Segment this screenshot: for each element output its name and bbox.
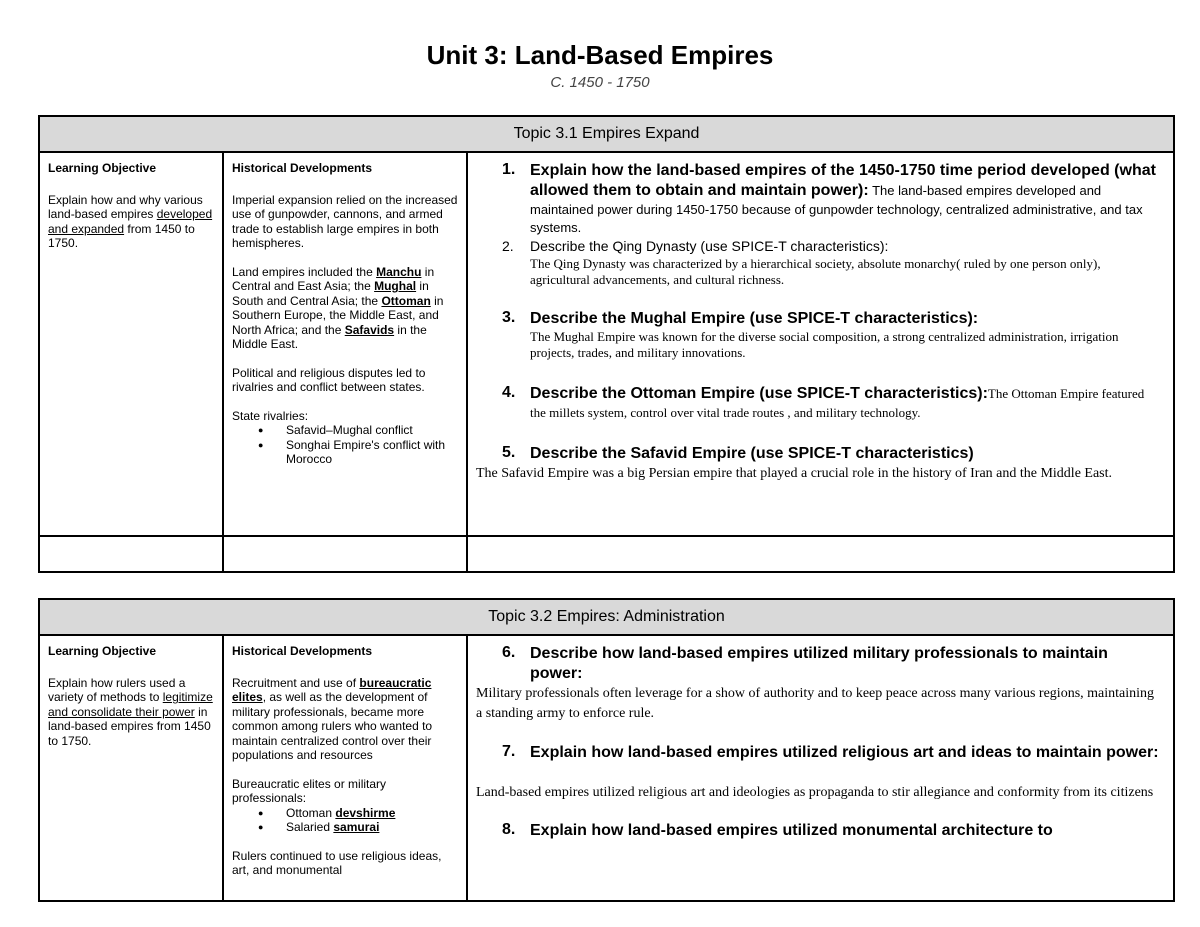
answer-text[interactable]: The Mughal Empire was known for the diverse social composition, a strong centralized administration, irrigation projects, trades, and military innovations.: [530, 329, 1119, 360]
list-item: ● Safavid–Mughal conflict: [286, 423, 458, 438]
answer-text[interactable]: Land-based empires utilized religious art and ideologies as propaganda to stir allegiance and conformity from its citizens: [476, 785, 1154, 800]
empty-cell[interactable]: [223, 536, 467, 572]
development-paragraph: Political and religious disputes led to rivalries and conflict between states.: [232, 365, 426, 394]
development-paragraph: Recruitment and use of bureaucratic elites, as well as the development of military professionals, became more common among rulers who wanted to maintain centralized control over their populations and resources: [232, 675, 433, 762]
question-7: 7. Explain how land-based empires utilized religious art and ideas to maintain power:: [502, 743, 1159, 761]
question-1: 1. Explain how the land-based empires of the 1450-1750 time period developed (what allowed them to obtain and maintain power): The land-based empires developed and maintained power during 1450-1750 because of gunpowder technology, centralized administrative, and tax systems.: [502, 161, 1156, 235]
answer-text[interactable]: Military professionals often leverage for a show of authority and to keep peace across many various regions, maintaining a standing army to enforce rule.: [476, 686, 1155, 721]
questions-cell: [467, 635, 1174, 901]
questions-cell: [467, 152, 1174, 536]
answer-text[interactable]: The Safavid Empire was a big Persian empire that played a crucial role in the history of Iran and the Middle East.: [476, 466, 1113, 481]
question-2: 2. Describe the Qing Dynasty (use SPICE-T characteristics): The Qing Dynasty was characterized by a hierarchical society, absolute monarchy( ruled by one person only), agricultural advancements, and cultural richness.: [476, 238, 1163, 288]
development-paragraph: Imperial expansion relied on the increased use of gunpowder, cannons, and armed trade to establish large empires in both hemispheres.: [232, 192, 458, 250]
historical-developments-cell: [223, 152, 467, 536]
learning-objective-cell: [39, 152, 223, 536]
question-4: 4. Describe the Ottoman Empire (use SPICE-T characteristics):The Ottoman Empire featured the millets system, control over vital trade routes , and military technology.: [502, 384, 1145, 420]
empty-cell[interactable]: [39, 536, 223, 572]
development-paragraph: Bureaucratic elites or military professionals:: [232, 776, 387, 805]
development-paragraph: Land empires included the Manchu in Central and East Asia; the Mughal in South and Central Asia; the Ottoman in Southern Europe, the Middle East, and North Africa; and the Safavids in the Middle East.: [232, 264, 444, 351]
document-title: Unit 3: Land-Based Empires: [426, 40, 774, 70]
development-paragraph: State rivalries:: [232, 408, 309, 423]
learning-objective-cell: [39, 635, 223, 901]
list-item: ● Songhai Empire's conflict with Morocco: [286, 438, 458, 467]
document-subtitle: C. 1450 - 1750: [550, 74, 650, 91]
topic-heading: Topic 3.2 Empires: Administration: [39, 599, 1174, 635]
question-6: 6. Describe how land-based empires utilized military professionals to maintain power:: [502, 644, 1108, 682]
answer-text[interactable]: The Ottoman Empire featured the millets system, control over vital trade routes , and military technology.: [530, 386, 1145, 420]
bullet-list: [232, 806, 458, 835]
list-item: ● Salaried samurai: [286, 820, 458, 835]
question-3: 3. Describe the Mughal Empire (use SPICE-T characteristics): The Mughal Empire was known for the diverse social composition, a strong centralized administration, irrigation projects, trades, and military innovations.: [476, 309, 1163, 361]
learning-objective-header: Learning Objective: [48, 644, 157, 658]
topic-heading: Topic 3.1 Empires Expand: [39, 116, 1174, 152]
historical-developments-cell: [223, 635, 467, 901]
topic-3-2-table: [38, 598, 1175, 902]
answer-text[interactable]: The land-based empires developed and maintained power during 1450-1750 because of gunpowder technology, centralized administrative, and tax systems.: [530, 183, 1143, 235]
historical-developments-header: Historical Developments: [232, 644, 373, 658]
bullet-list: [232, 423, 458, 467]
learning-objective-text: Explain how and why various land-based empires developed and expanded from 1450 to 1750.: [48, 192, 213, 250]
list-item: ● Ottoman devshirme: [286, 806, 458, 821]
learning-objective-header: Learning Objective: [48, 161, 157, 175]
topic-3-1-table: [38, 115, 1175, 573]
empty-cell[interactable]: [467, 536, 1174, 572]
answer-text[interactable]: The Qing Dynasty was characterized by a hierarchical society, absolute monarchy( ruled by one person only), agricultural advancements, and cultural richness.: [530, 256, 1101, 287]
question-8: 8. Explain how land-based empires utilized monumental architecture to: [502, 821, 1053, 839]
question-5: 5. Describe the Safavid Empire (use SPICE-T characteristics): [502, 444, 974, 462]
development-paragraph: Rulers continued to use religious ideas, art, and monumental: [232, 848, 442, 877]
historical-developments-header: Historical Developments: [232, 161, 373, 175]
learning-objective-text: Explain how rulers used a variety of methods to legitimize and consolidate their power in land-based empires from 1450 to 1750.: [48, 675, 213, 748]
